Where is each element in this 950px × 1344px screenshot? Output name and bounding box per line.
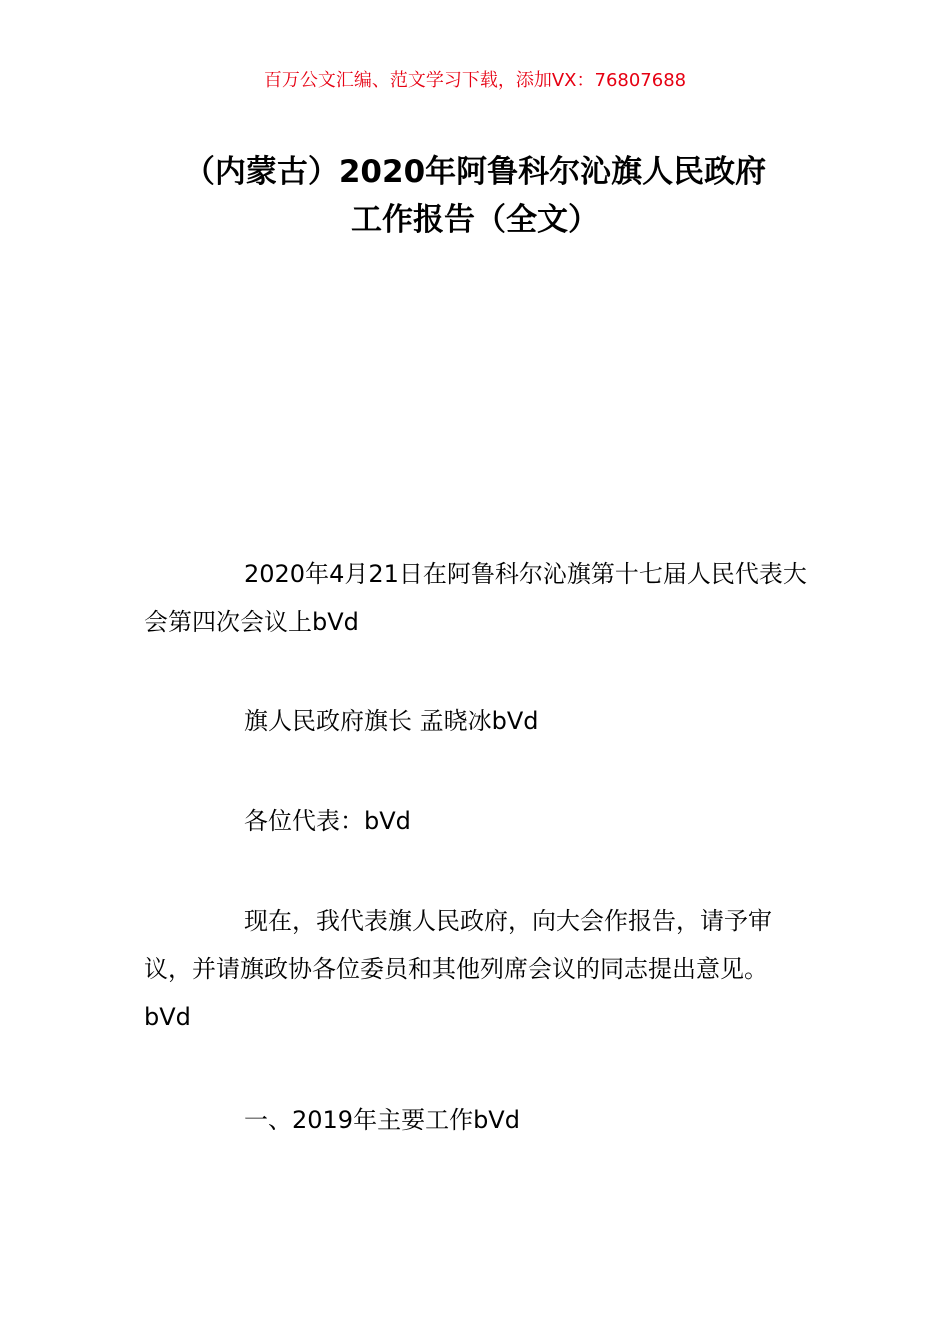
document-title — [130, 148, 820, 244]
dateline-paragraph: 2020年4月21日在阿鲁科尔沁旗第十七届人民代表大会第四次会议上bVd — [144, 560, 807, 636]
speaker-paragraph: 旗人民政府旗长 孟晓冰bVd — [244, 707, 539, 735]
section-heading: 一、2019年主要工作bVd — [244, 1106, 520, 1134]
salutation-paragraph: 各位代表：bVd — [244, 807, 411, 835]
title-line-2: 工作报告（全文） — [351, 202, 599, 238]
header-promo-note: 百万公文汇编、范文学习下载，添加VX：76807688 — [263, 70, 687, 91]
intro-paragraph: 现在，我代表旗人民政府，向大会作报告，请予审议，并请旗政协各位委员和其他列席会议的同志提出意见。bVd — [144, 907, 772, 1031]
title-line-1: （内蒙古）2020年阿鲁科尔沁旗人民政府 — [183, 154, 767, 190]
